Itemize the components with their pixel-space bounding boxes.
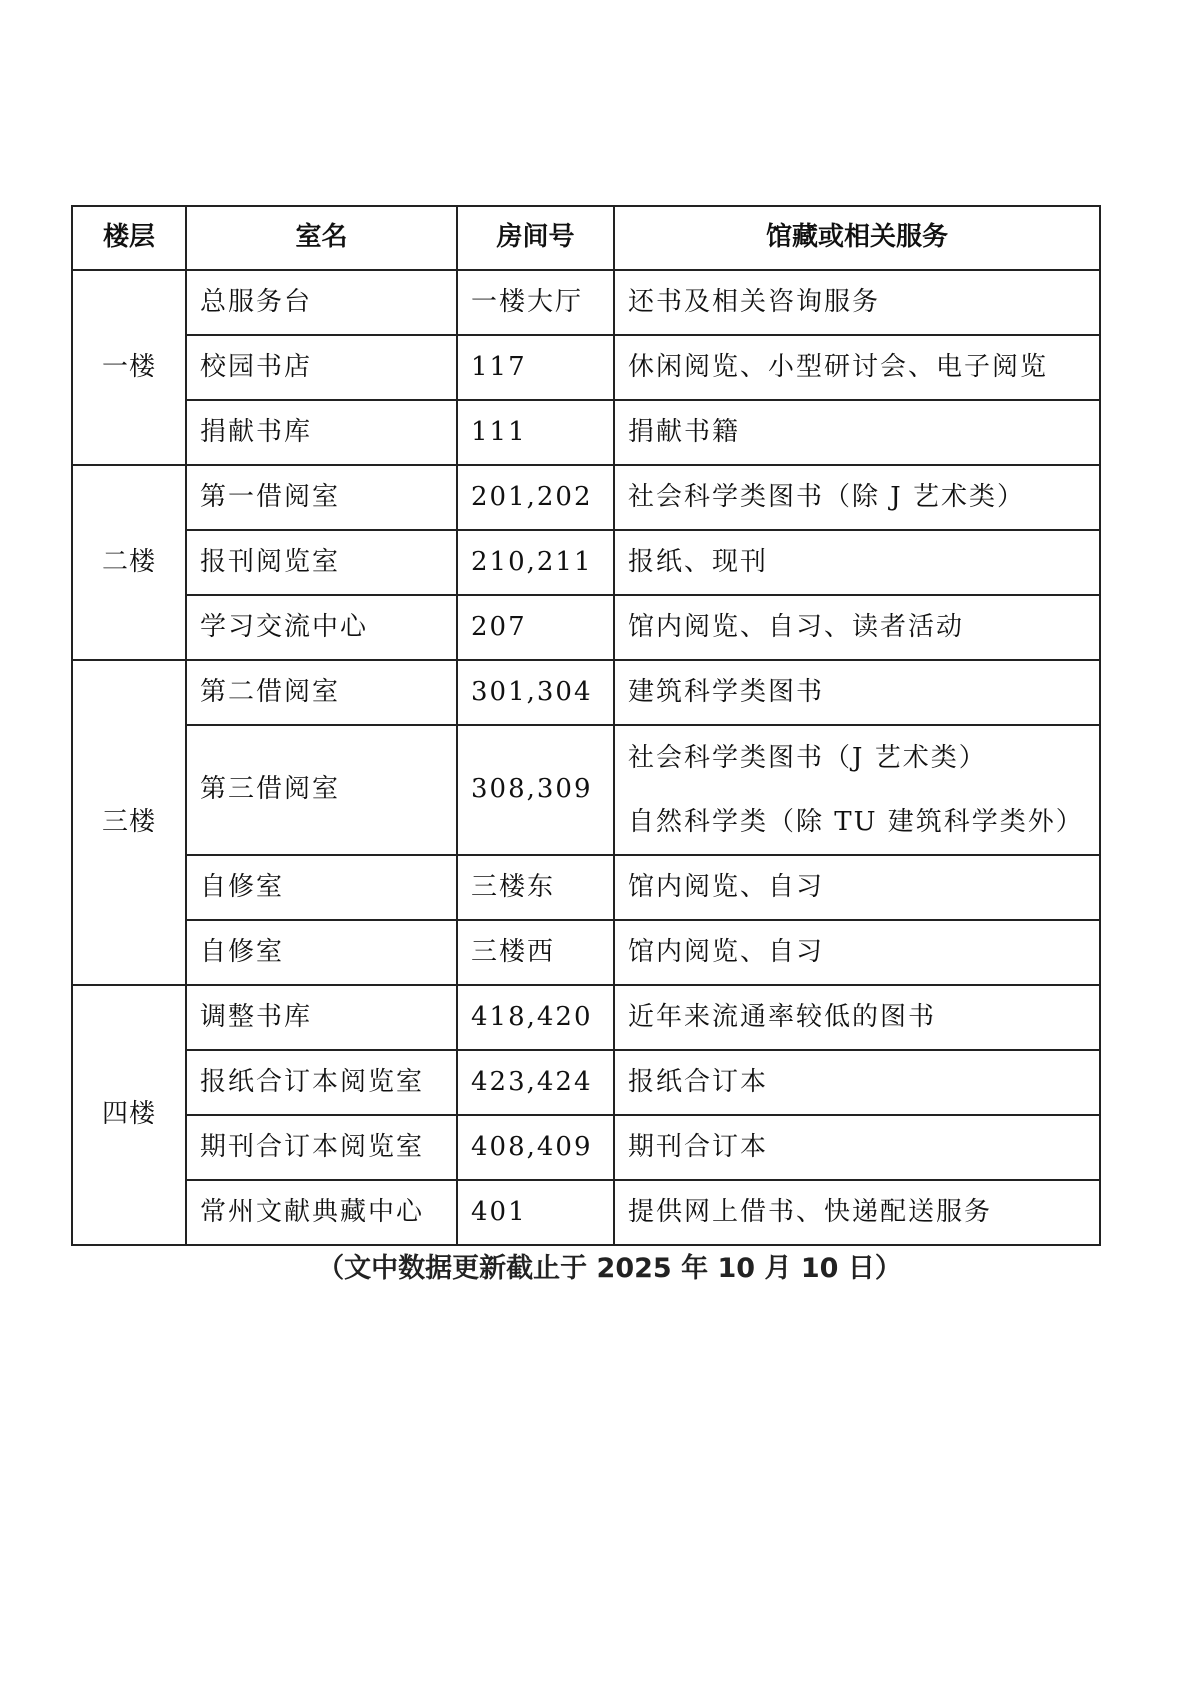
room-number-cell: 三楼东	[457, 855, 614, 920]
room-name-cell: 学习交流中心	[186, 595, 457, 660]
room-name-cell: 第三借阅室	[186, 725, 457, 855]
room-number-cell: 210,211	[457, 530, 614, 595]
room-number-cell: 401	[457, 1180, 614, 1245]
room-number-cell: 201,202	[457, 465, 614, 530]
service-cell: 报纸、现刊	[614, 530, 1100, 595]
table-row	[72, 530, 1100, 595]
table-row	[72, 1115, 1100, 1180]
room-name-cell: 自修室	[186, 920, 457, 985]
table-row	[72, 855, 1100, 920]
room-name-cell: 校园书店	[186, 335, 457, 400]
header-room-number: 房间号	[457, 206, 614, 270]
header-room-name: 室名	[186, 206, 457, 270]
table-header-row	[72, 206, 1100, 270]
room-number-cell: 三楼西	[457, 920, 614, 985]
service-cell: 馆内阅览、自习、读者活动	[614, 595, 1100, 660]
room-number-cell: 408,409	[457, 1115, 614, 1180]
service-line: 社会科学类图书（J 艺术类）	[628, 743, 987, 773]
floor-cell: 三楼	[72, 660, 186, 985]
service-line: 自然科学类（除 TU 建筑科学类外）	[628, 807, 1084, 837]
table-row	[72, 725, 1100, 855]
table-row	[72, 1050, 1100, 1115]
header-collection-service: 馆藏或相关服务	[614, 206, 1100, 270]
room-name-cell: 报纸合订本阅览室	[186, 1050, 457, 1115]
room-number-cell: 一楼大厅	[457, 270, 614, 335]
data-update-note: （文中数据更新截止于 2025 年 10 月 10 日）	[317, 1253, 902, 1284]
room-name-cell: 常州文献典藏中心	[186, 1180, 457, 1245]
room-number-cell: 117	[457, 335, 614, 400]
service-cell: 馆内阅览、自习	[614, 920, 1100, 985]
table-row	[72, 660, 1100, 725]
table-row	[72, 270, 1100, 335]
table-row	[72, 465, 1100, 530]
service-cell: 提供网上借书、快递配送服务	[614, 1180, 1100, 1245]
service-cell: 近年来流通率较低的图书	[614, 985, 1100, 1050]
floor-cell: 二楼	[72, 465, 186, 660]
room-number-cell: 308,309	[457, 725, 614, 855]
service-cell: 馆内阅览、自习	[614, 855, 1100, 920]
room-number-cell: 207	[457, 595, 614, 660]
service-cell: 捐献书籍	[614, 400, 1100, 465]
service-cell	[614, 725, 1100, 855]
room-name-cell: 期刊合订本阅览室	[186, 1115, 457, 1180]
table-row	[72, 400, 1100, 465]
room-name-cell: 第二借阅室	[186, 660, 457, 725]
floor-cell: 四楼	[72, 985, 186, 1245]
table-row	[72, 985, 1100, 1050]
room-number-cell: 111	[457, 400, 614, 465]
room-name-cell: 报刊阅览室	[186, 530, 457, 595]
room-name-cell: 总服务台	[186, 270, 457, 335]
service-cell: 还书及相关咨询服务	[614, 270, 1100, 335]
room-name-cell: 捐献书库	[186, 400, 457, 465]
room-name-cell: 第一借阅室	[186, 465, 457, 530]
table-row	[72, 920, 1100, 985]
service-cell: 报纸合订本	[614, 1050, 1100, 1115]
service-cell: 期刊合订本	[614, 1115, 1100, 1180]
room-name-cell: 自修室	[186, 855, 457, 920]
table-row	[72, 1180, 1100, 1245]
service-cell: 建筑科学类图书	[614, 660, 1100, 725]
service-cell: 社会科学类图书（除 J 艺术类）	[614, 465, 1100, 530]
room-name-cell: 调整书库	[186, 985, 457, 1050]
library-floor-table	[71, 205, 1101, 1246]
service-cell: 休闲阅览、小型研讨会、电子阅览	[614, 335, 1100, 400]
header-floor: 楼层	[72, 206, 186, 270]
table-row	[72, 595, 1100, 660]
room-number-cell: 418,420	[457, 985, 614, 1050]
table-row	[72, 335, 1100, 400]
room-number-cell: 423,424	[457, 1050, 614, 1115]
floor-cell: 一楼	[72, 270, 186, 465]
room-number-cell: 301,304	[457, 660, 614, 725]
